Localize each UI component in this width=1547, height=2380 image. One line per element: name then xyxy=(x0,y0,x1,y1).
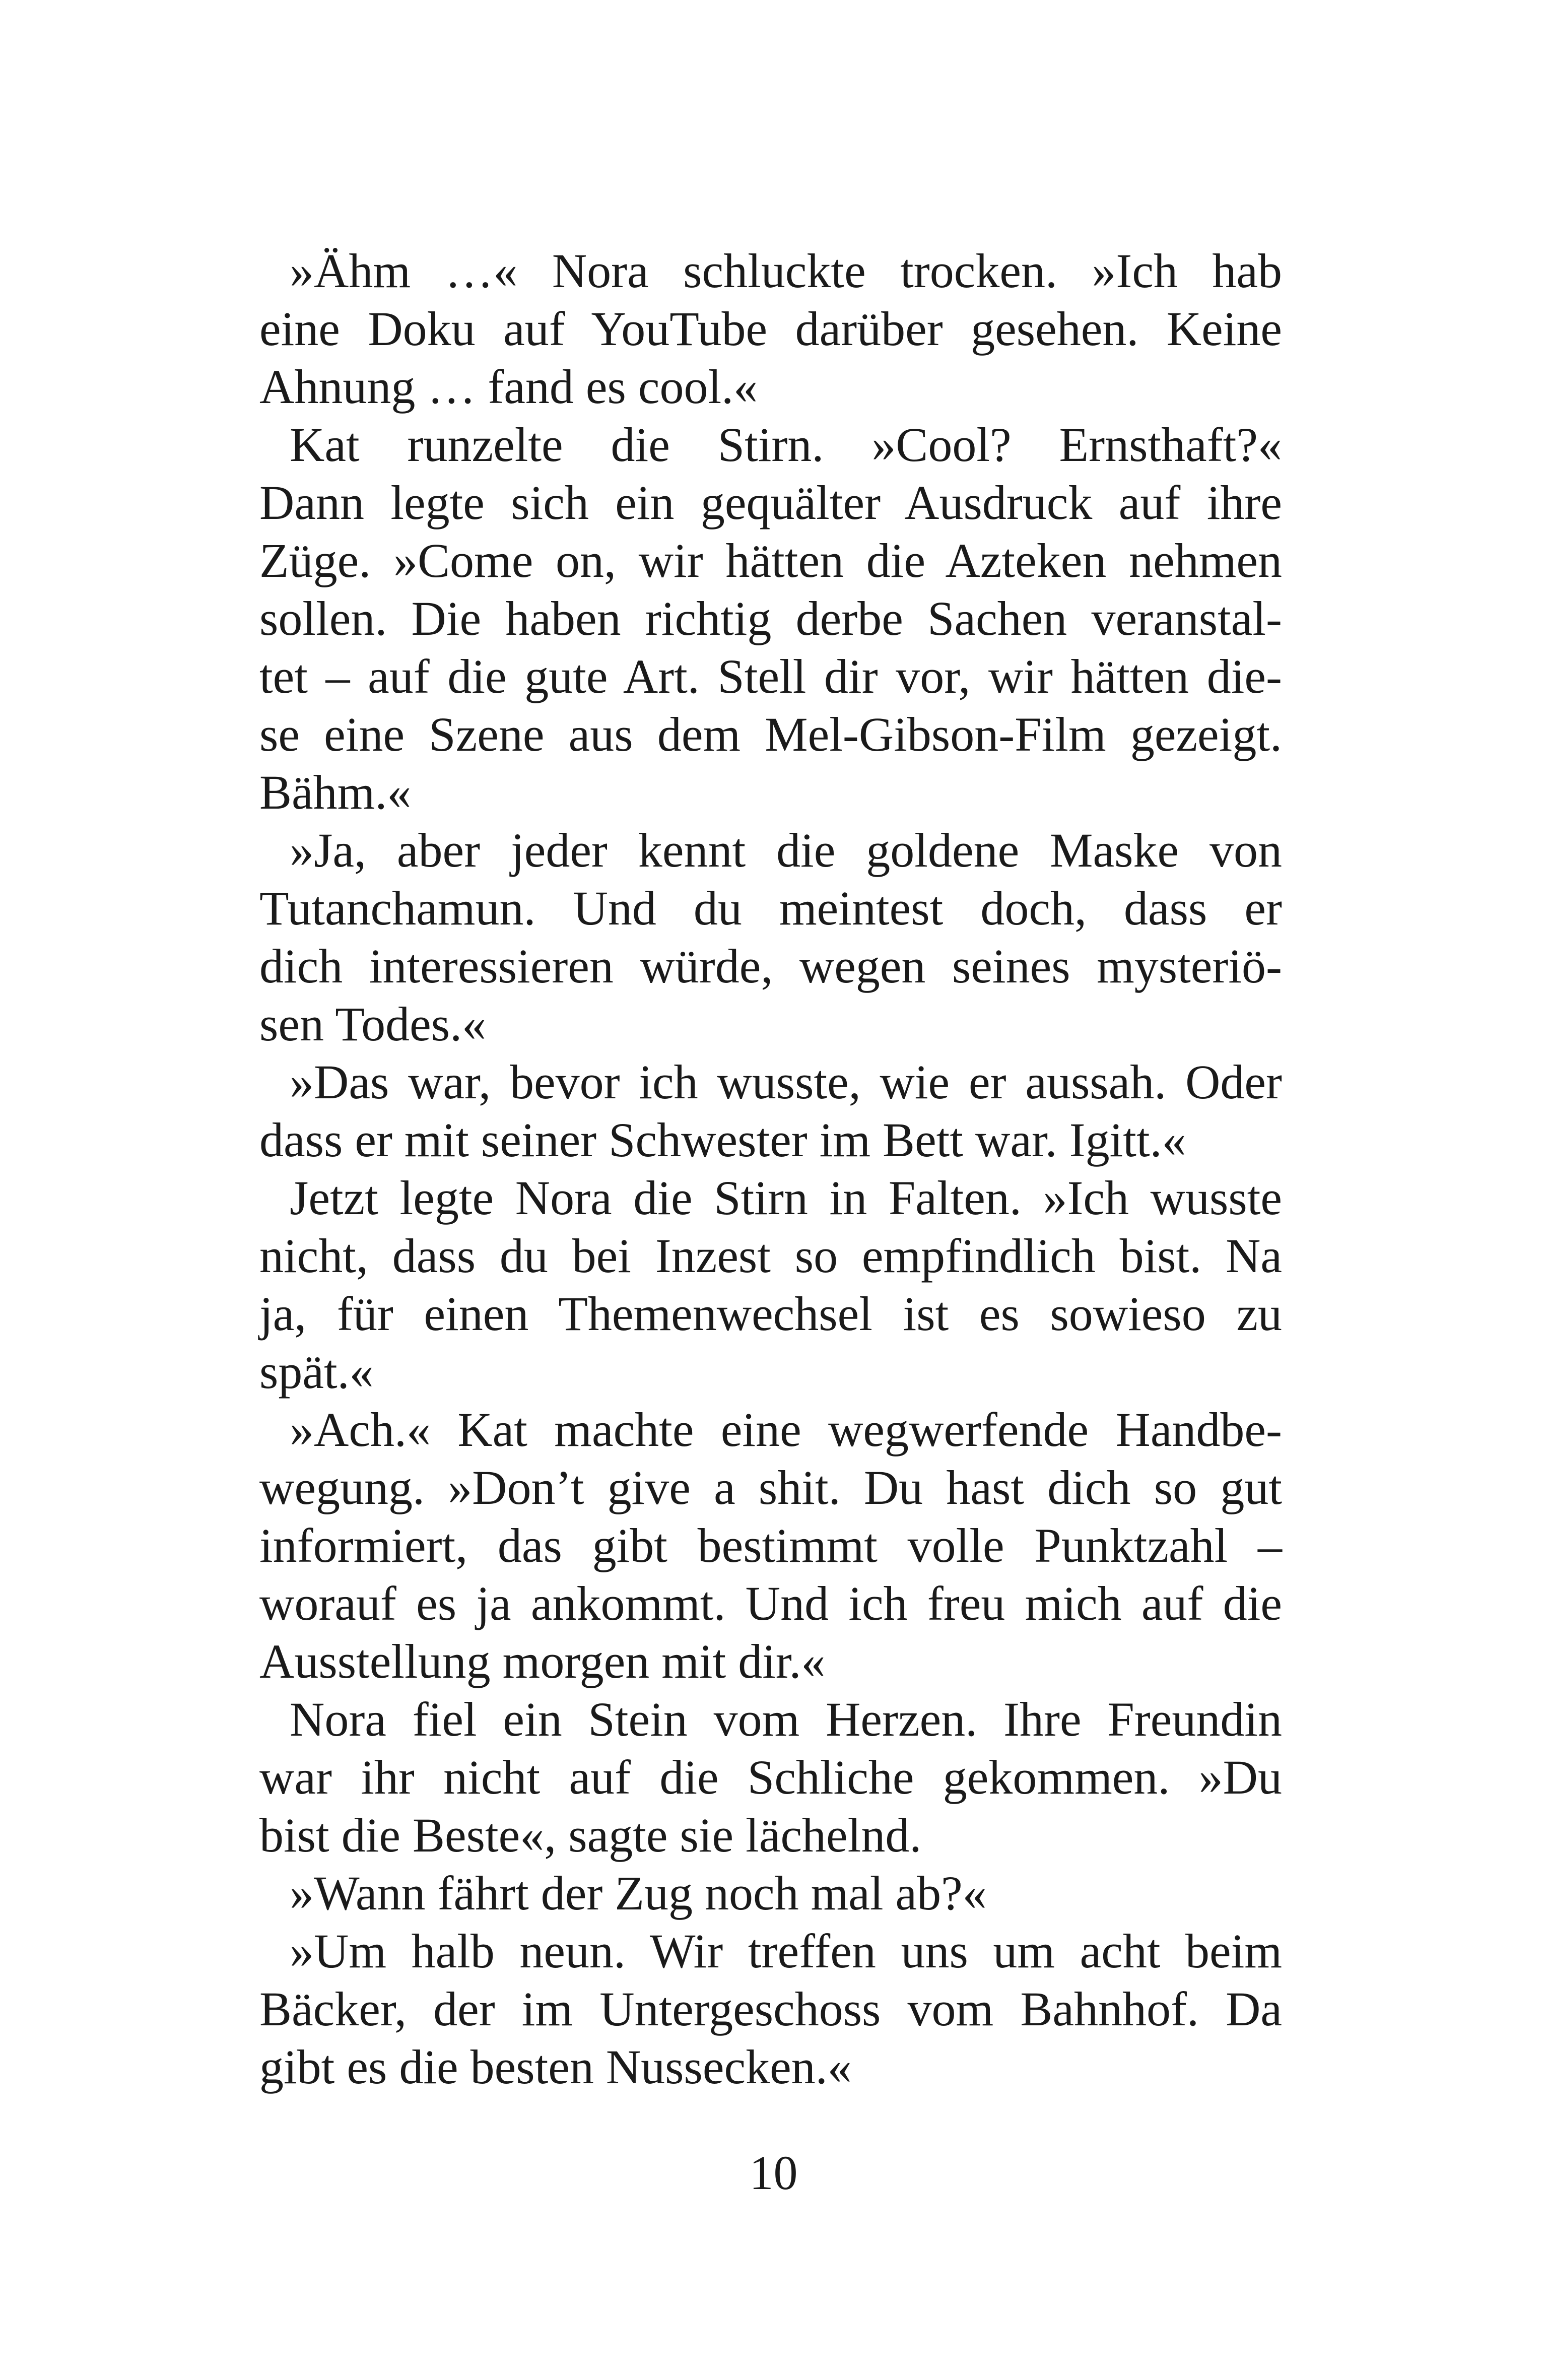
text-line: Züge. »Come on, wir hätten die Azteken nehmen xyxy=(259,534,1282,587)
text-line: war ihr nicht auf die Schliche gekommen. »Du xyxy=(259,1750,1282,1804)
text-line: Bähm.« xyxy=(259,765,412,819)
text-line: se eine Szene aus dem Mel-Gibson-Film gezeigt. xyxy=(259,707,1282,761)
text-line: »Um halb neun. Wir treffen uns um acht beim xyxy=(290,1924,1282,1978)
text-line: sen Todes.« xyxy=(259,997,487,1051)
text-line: informiert, das gibt bestimmt volle Punktzahl – xyxy=(259,1518,1282,1572)
text-line: sollen. Die haben richtig derbe Sachen veranstal- xyxy=(259,591,1282,645)
text-line: Nora fiel ein Stein vom Herzen. Ihre Freundin xyxy=(290,1692,1282,1746)
text-line: dich interessieren würde, wegen seines mysteriö- xyxy=(259,939,1282,993)
text-line: Dann legte sich ein gequälter Ausdruck auf ihre xyxy=(259,476,1282,530)
text-line: Jetzt legte Nora die Stirn in Falten. »Ich wusste xyxy=(290,1171,1282,1225)
text-line: dass er mit seiner Schwester im Bett war. Igitt.« xyxy=(259,1113,1186,1167)
text-line: gibt es die besten Nussecken.« xyxy=(259,2040,852,2094)
text-line: »Das war, bevor ich wusste, wie er aussah. Oder xyxy=(290,1055,1282,1109)
body-text xyxy=(259,242,1282,2096)
page-number: 10 xyxy=(749,2146,798,2200)
text-line: Kat runzelte die Stirn. »Cool? Ernsthaft?« xyxy=(290,418,1282,472)
text-line: wegung. »Don’t give a shit. Du hast dich so gut xyxy=(259,1461,1282,1514)
text-line: »Ähm …« Nora schluckte trocken. »Ich hab xyxy=(290,244,1282,298)
text-line: Tutanchamun. Und du meintest doch, dass er xyxy=(259,881,1282,935)
text-line: bist die Beste«, sagte sie lächelnd. xyxy=(259,1808,922,1862)
text-line: Ahnung … fand es cool.« xyxy=(259,360,758,414)
text-line: spät.« xyxy=(259,1345,374,1399)
text-line: »Wann fährt der Zug noch mal ab?« xyxy=(290,1866,987,1920)
text-line: ja, für einen Themenwechsel ist es sowieso zu xyxy=(259,1287,1282,1341)
text-line: Ausstellung morgen mit dir.« xyxy=(259,1634,826,1688)
text-line: tet – auf die gute Art. Stell dir vor, wir hätten die- xyxy=(259,649,1282,703)
text-line: nicht, dass du bei Inzest so empfindlich bist. Na xyxy=(259,1229,1282,1283)
text-line: »Ja, aber jeder kennt die goldene Maske von xyxy=(290,823,1282,877)
text-line: »Ach.« Kat machte eine wegwerfende Handbe- xyxy=(290,1403,1282,1457)
text-line: Bäcker, der im Untergeschoss vom Bahnhof. Da xyxy=(259,1982,1282,2036)
text-line: eine Doku auf YouTube darüber gesehen. Keine xyxy=(259,302,1282,356)
text-line: worauf es ja ankommt. Und ich freu mich auf die xyxy=(259,1576,1282,1630)
